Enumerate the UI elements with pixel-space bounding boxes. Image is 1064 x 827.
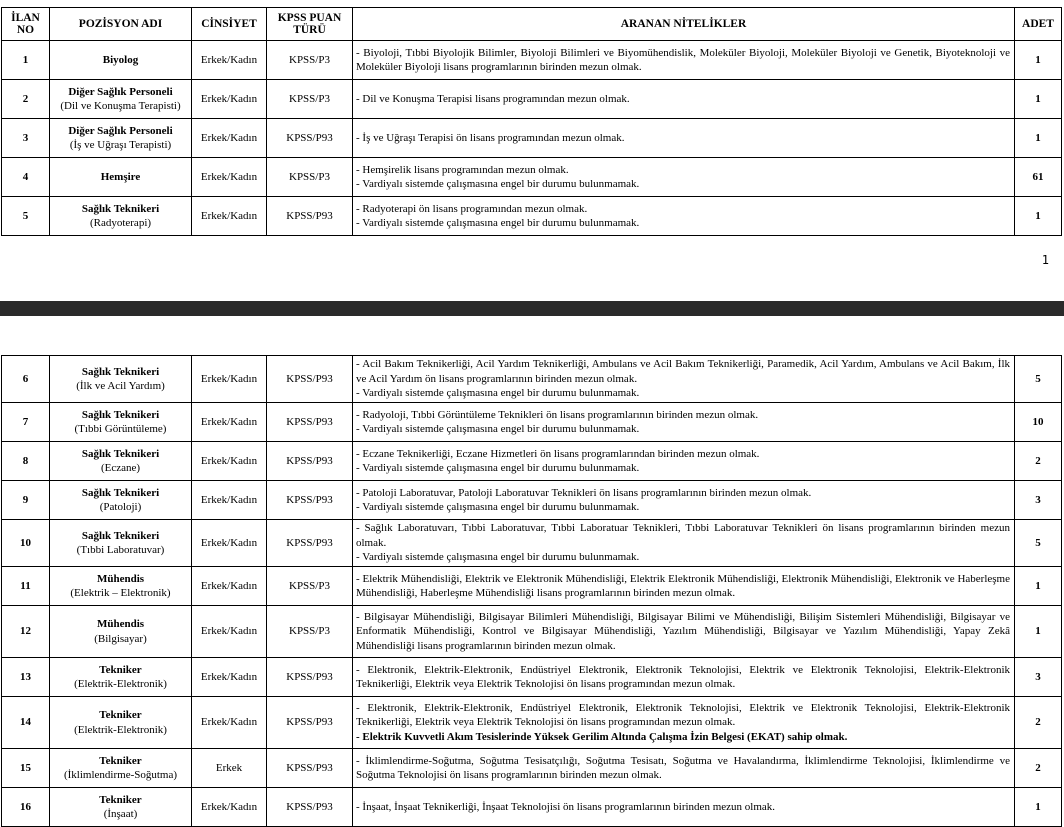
header-nitelikler: ARANAN NİTELİKLER bbox=[353, 8, 1015, 41]
position-cell bbox=[50, 197, 192, 236]
gender-cell: Erkek/Kadın bbox=[192, 80, 267, 119]
position-subtitle: (Radyoterapi) bbox=[89, 217, 152, 229]
adet-cell: 2 bbox=[1015, 697, 1062, 749]
header-row bbox=[2, 8, 1062, 41]
position-title: Mühendis bbox=[96, 572, 145, 585]
qualification-line: - Vardiyalı sistemde çalışmasına engel bir durumu bulunmamak. bbox=[356, 178, 640, 190]
table-row bbox=[2, 403, 1062, 442]
gender-cell: Erkek/Kadın bbox=[192, 606, 267, 658]
table-row bbox=[2, 567, 1062, 606]
position-subtitle: (Tıbbi Görüntüleme) bbox=[74, 423, 167, 435]
adet-cell: 10 bbox=[1015, 403, 1062, 442]
kpss-cell: KPSS/P93 bbox=[267, 481, 353, 520]
table-row bbox=[2, 356, 1062, 403]
adet-cell: 1 bbox=[1015, 197, 1062, 236]
position-cell bbox=[50, 158, 192, 197]
position-title: Sağlık Teknikeri bbox=[81, 202, 160, 215]
position-subtitle: (Dil ve Konuşma Terapisti) bbox=[60, 100, 181, 112]
qualifications-cell bbox=[353, 697, 1015, 749]
position-subtitle: (İlk ve Acil Yardım) bbox=[76, 380, 165, 392]
gender-cell: Erkek/Kadın bbox=[192, 567, 267, 606]
position-subtitle: (Elektrik-Elektronik) bbox=[74, 723, 167, 736]
position-cell bbox=[50, 697, 192, 749]
page-separator bbox=[0, 301, 1064, 316]
positions-table-page-1 bbox=[1, 7, 1062, 236]
adet-cell: 3 bbox=[1015, 481, 1062, 520]
qualifications-cell bbox=[353, 41, 1015, 80]
gender-cell: Erkek bbox=[192, 749, 267, 788]
ilan-no-cell: 12 bbox=[2, 606, 50, 658]
qualifications-cell bbox=[353, 119, 1015, 158]
qualification-line: - Patoloji Laboratuvar, Patoloji Laboratuvar Teknikleri ön lisans programlarının birinden mezun olmak. bbox=[356, 486, 812, 499]
table-row bbox=[2, 520, 1062, 567]
ilan-no-cell: 9 bbox=[2, 481, 50, 520]
position-cell bbox=[50, 442, 192, 481]
ilan-no-cell: 10 bbox=[2, 520, 50, 567]
adet-cell: 1 bbox=[1015, 567, 1062, 606]
ilan-no-cell: 7 bbox=[2, 403, 50, 442]
table-row bbox=[2, 41, 1062, 80]
ilan-no-cell: 11 bbox=[2, 567, 50, 606]
ilan-no-cell: 8 bbox=[2, 442, 50, 481]
position-title: Sağlık Teknikeri bbox=[81, 365, 160, 378]
qualification-line: - Dil ve Konuşma Terapisi lisans programından mezun olmak. bbox=[356, 92, 630, 105]
ilan-no-cell: 2 bbox=[2, 80, 50, 119]
qualification-line: - Vardiyalı sistemde çalışmasına engel bir durumu bulunmamak. bbox=[356, 423, 640, 435]
qualifications-cell bbox=[353, 481, 1015, 520]
adet-cell: 2 bbox=[1015, 442, 1062, 481]
ilan-no-cell: 15 bbox=[2, 749, 50, 788]
adet-cell: 5 bbox=[1015, 356, 1062, 403]
position-cell bbox=[50, 606, 192, 658]
position-title: Diğer Sağlık Personeli bbox=[68, 85, 173, 98]
qualification-line: - Acil Bakım Teknikerliği, Acil Yardım Teknikerliği, Ambulans ve Acil Bakım Teknikerliği, Paramedik, Acil Yardım, Ambulans ve Acil Bakım, İlk ve Acil Yardım ön lisans programlarının birinden mezun olmak. bbox=[356, 358, 1010, 385]
gender-cell: Erkek/Kadın bbox=[192, 520, 267, 567]
position-title: Tekniker bbox=[99, 663, 142, 676]
position-title: Tekniker bbox=[99, 754, 142, 767]
adet-cell: 3 bbox=[1015, 658, 1062, 697]
position-cell bbox=[50, 567, 192, 606]
table-row bbox=[2, 481, 1062, 520]
header-cinsiyet: CİNSİYET bbox=[192, 8, 267, 41]
position-cell bbox=[50, 119, 192, 158]
position-title: Hemşire bbox=[100, 170, 141, 183]
position-title: Tekniker bbox=[99, 793, 142, 806]
position-cell bbox=[50, 788, 192, 827]
kpss-cell: KPSS/P93 bbox=[267, 197, 353, 236]
gender-cell: Erkek/Kadın bbox=[192, 697, 267, 749]
gender-cell: Erkek/Kadın bbox=[192, 481, 267, 520]
position-cell bbox=[50, 520, 192, 567]
gender-cell: Erkek/Kadın bbox=[192, 41, 267, 80]
kpss-cell: KPSS/P3 bbox=[267, 80, 353, 119]
qualifications-cell bbox=[353, 788, 1015, 827]
qualification-line: - Vardiyalı sistemde çalışmasına engel bir durumu bulunmamak. bbox=[356, 217, 640, 229]
qualification-line: - Eczane Teknikerliği, Eczane Hizmetleri ön lisans programlarından birinden mezun olmak. bbox=[356, 447, 760, 460]
position-cell bbox=[50, 41, 192, 80]
position-subtitle: (Bilgisayar) bbox=[94, 632, 147, 645]
qualifications-cell bbox=[353, 442, 1015, 481]
adet-cell: 1 bbox=[1015, 41, 1062, 80]
qualifications-cell bbox=[353, 403, 1015, 442]
qualifications-cell bbox=[353, 356, 1015, 403]
qualification-line: - Radyoloji, Tıbbi Görüntüleme Teknikleri ön lisans programlarının birinden mezun olmak. bbox=[356, 408, 759, 421]
ilan-no-cell: 16 bbox=[2, 788, 50, 827]
gender-cell: Erkek/Kadın bbox=[192, 197, 267, 236]
kpss-cell: KPSS/P3 bbox=[267, 158, 353, 197]
header-kpss: KPSS PUAN TÜRÜ bbox=[267, 8, 353, 41]
gender-cell: Erkek/Kadın bbox=[192, 442, 267, 481]
kpss-cell: KPSS/P93 bbox=[267, 442, 353, 481]
position-subtitle: (Eczane) bbox=[100, 462, 141, 474]
adet-cell: 2 bbox=[1015, 749, 1062, 788]
qualifications-cell bbox=[353, 658, 1015, 697]
qualification-line: - Vardiyalı sistemde çalışmasına engel bir durumu bulunmamak. bbox=[356, 387, 640, 400]
position-cell bbox=[50, 658, 192, 697]
header-pozisyon: POZİSYON ADI bbox=[50, 8, 192, 41]
table-row bbox=[2, 749, 1062, 788]
qualification-line: - Sağlık Laboratuvarı, Tıbbi Laboratuvar, Tıbbi Laboratuar Teknikleri, Tıbbi Laboratuvar Teknikleri ön lisans programlarının birinden mezun olmak. bbox=[356, 522, 1010, 549]
position-subtitle: (Patoloji) bbox=[99, 501, 142, 513]
ilan-no-cell: 5 bbox=[2, 197, 50, 236]
position-title: Biyolog bbox=[102, 53, 139, 66]
adet-cell: 1 bbox=[1015, 606, 1062, 658]
gender-cell: Erkek/Kadın bbox=[192, 788, 267, 827]
qualifications-cell bbox=[353, 197, 1015, 236]
position-title: Sağlık Teknikeri bbox=[81, 486, 160, 499]
ilan-no-cell: 1 bbox=[2, 41, 50, 80]
ilan-no-cell: 6 bbox=[2, 356, 50, 403]
position-subtitle: (Tıbbi Laboratuvar) bbox=[76, 544, 165, 556]
table-row bbox=[2, 80, 1062, 119]
table-row bbox=[2, 788, 1062, 827]
qualification-line: - Hemşirelik lisans programından mezun olmak. bbox=[356, 163, 569, 176]
ilan-no-cell: 3 bbox=[2, 119, 50, 158]
kpss-cell: KPSS/P93 bbox=[267, 658, 353, 697]
position-cell bbox=[50, 80, 192, 119]
position-title: Diğer Sağlık Personeli bbox=[68, 124, 173, 137]
kpss-cell: KPSS/P3 bbox=[267, 41, 353, 80]
kpss-cell: KPSS/P93 bbox=[267, 403, 353, 442]
adet-cell: 61 bbox=[1015, 158, 1062, 197]
kpss-cell: KPSS/P93 bbox=[267, 520, 353, 567]
table-row bbox=[2, 658, 1062, 697]
qualification-line: - Bilgisayar Mühendisliği, Bilgisayar Bilimleri Mühendisliği, Bilgisayar Bilimi ve Mühendisliği, Bilişim Sistemleri Mühendisliği, Bilgisayar ve Enformatik Mühendisliği, Kontrol ve Bilgisayar Mühendisliği, Yazılım Mühendisliği, Bilgisayar ve Yazılım Mühendisliği, Yapay Zekâ Mühendisliği lisans programlarının birinden mezun olmak. bbox=[356, 610, 1010, 652]
table-row bbox=[2, 158, 1062, 197]
position-title: Sağlık Teknikeri bbox=[81, 529, 160, 542]
adet-cell: 5 bbox=[1015, 520, 1062, 567]
header-adet: ADET bbox=[1015, 8, 1062, 41]
kpss-cell: KPSS/P3 bbox=[267, 606, 353, 658]
qualification-line: - İklimlendirme-Soğutma, Soğutma Tesisatçılığı, Soğutma Tesisatı, Soğutma ve Havalandırma, İklimlendirme Teknolojisi, İklimlendirme ve Soğutma Teknolojisi ön lisans programlarının birinden mezun olmak. bbox=[356, 754, 1010, 781]
qualifications-cell bbox=[353, 749, 1015, 788]
qualifications-cell bbox=[353, 158, 1015, 197]
qualifications-cell bbox=[353, 520, 1015, 567]
qualifications-cell bbox=[353, 80, 1015, 119]
position-title: Sağlık Teknikeri bbox=[81, 447, 160, 460]
qualification-line: - Elektrik Mühendisliği, Elektrik ve Elektronik Mühendisliği, Elektrik Elektronik Mühendisliği, Elektronik Mühendisliği, Elektronik ve Haberleşme Mühendisliği, Haberleşme Mühendisliği lisans programlarının birinden mezun olmak. bbox=[356, 572, 1010, 599]
ilan-no-cell: 14 bbox=[2, 697, 50, 749]
gender-cell: Erkek/Kadın bbox=[192, 658, 267, 697]
kpss-cell: KPSS/P3 bbox=[267, 567, 353, 606]
qualification-line: - İş ve Uğraşı Terapisi ön lisans programından mezun olmak. bbox=[356, 131, 625, 144]
position-title: Tekniker bbox=[99, 709, 142, 721]
qualification-line: - Vardiyalı sistemde çalışmasına engel bir durumu bulunmamak. bbox=[356, 501, 640, 513]
position-cell bbox=[50, 749, 192, 788]
position-title: Sağlık Teknikeri bbox=[81, 408, 160, 421]
ilan-no-cell: 13 bbox=[2, 658, 50, 697]
adet-cell: 1 bbox=[1015, 788, 1062, 827]
table-row bbox=[2, 119, 1062, 158]
table-row bbox=[2, 197, 1062, 236]
qualification-line-bold: - Elektrik Kuvvetli Akım Tesislerinde Yüksek Gerilim Altında Çalışma İzin Belgesi (EKAT) sahip olmak. bbox=[356, 730, 848, 743]
kpss-cell: KPSS/P93 bbox=[267, 788, 353, 827]
kpss-cell: KPSS/P93 bbox=[267, 697, 353, 749]
position-subtitle: (İş ve Uğraşı Terapisti) bbox=[69, 139, 172, 151]
adet-cell: 1 bbox=[1015, 80, 1062, 119]
qualification-line: - Vardiyalı sistemde çalışmasına engel bir durumu bulunmamak. bbox=[356, 462, 640, 474]
kpss-cell: KPSS/P93 bbox=[267, 749, 353, 788]
qualification-line: - Radyoterapi ön lisans programından mezun olmak. bbox=[356, 202, 588, 215]
kpss-cell: KPSS/P93 bbox=[267, 119, 353, 158]
adet-cell: 1 bbox=[1015, 119, 1062, 158]
gender-cell: Erkek/Kadın bbox=[192, 403, 267, 442]
position-subtitle: (İklimlendirme-Soğutma) bbox=[63, 769, 178, 781]
position-title: Mühendis bbox=[96, 618, 145, 630]
qualification-line: - Elektronik, Elektrik-Elektronik, Endüstriyel Elektronik, Elektronik Teknolojisi, Elektrik ve Elektronik Teknolojisi, Elektrik-Elektronik Teknikerliği, Elektrik veya Elektrik Teknolojisi ön lisans programından mezun olmak. bbox=[356, 701, 1010, 729]
gender-cell: Erkek/Kadın bbox=[192, 119, 267, 158]
qualification-line: - Elektronik, Elektrik-Elektronik, Endüstriyel Elektronik, Elektronik Teknolojisi, Elektrik ve Elektronik Teknolojisi, Elektrik-Elektronik Teknikerliği, Elektrik veya Elektrik Teknolojisi ön lisans programından mezun olmak. bbox=[356, 663, 1010, 690]
position-cell bbox=[50, 481, 192, 520]
gender-cell: Erkek/Kadın bbox=[192, 356, 267, 403]
position-subtitle: (Elektrik-Elektronik) bbox=[74, 678, 167, 690]
qualifications-cell bbox=[353, 567, 1015, 606]
position-subtitle: (Elektrik – Elektronik) bbox=[70, 587, 171, 599]
position-subtitle: (İnşaat) bbox=[103, 808, 138, 820]
table-row bbox=[2, 697, 1062, 749]
kpss-cell: KPSS/P93 bbox=[267, 356, 353, 403]
ilan-no-cell: 4 bbox=[2, 158, 50, 197]
positions-table-page-2 bbox=[1, 355, 1062, 827]
qualification-line: - İnşaat, İnşaat Teknikerliği, İnşaat Teknolojisi ön lisans programlarının birinden mezun olmak. bbox=[356, 800, 776, 813]
table-row bbox=[2, 606, 1062, 658]
qualification-line: - Biyoloji, Tıbbi Biyolojik Bilimler, Biyoloji Bilimleri ve Biyomühendislik, Moleküler Biyoloji, Moleküler Biyoloji ve Genetik, Biyoteknoloji ve Moleküler Biyoloji lisans programlarının birinden mezun olmak. bbox=[356, 46, 1010, 73]
header-ilan-no: İLAN NO bbox=[2, 8, 50, 41]
gender-cell: Erkek/Kadın bbox=[192, 158, 267, 197]
table-row bbox=[2, 442, 1062, 481]
qualifications-cell bbox=[353, 606, 1015, 658]
position-cell bbox=[50, 403, 192, 442]
page-number: 1 bbox=[1041, 253, 1049, 267]
qualification-line: - Vardiyalı sistemde çalışmasına engel bir durumu bulunmamak. bbox=[356, 551, 640, 564]
position-cell bbox=[50, 356, 192, 403]
